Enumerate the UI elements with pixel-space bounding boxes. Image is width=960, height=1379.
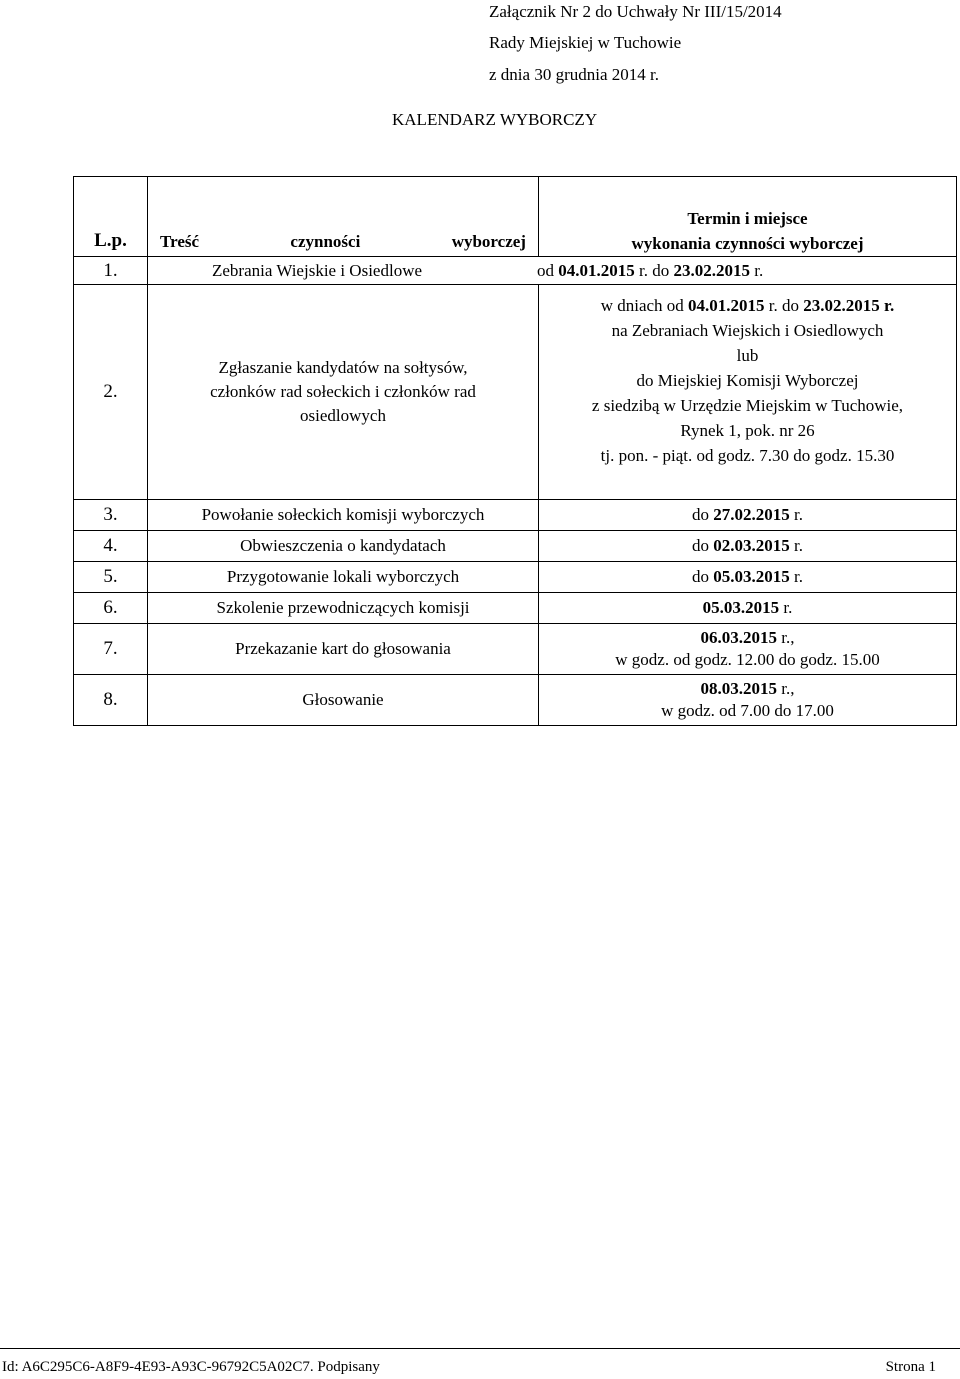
row-number: 2. [74,285,148,500]
header-activity-word: czynności [290,232,361,251]
term-line: na Zebraniach Wiejskich i Osiedlowych [611,321,884,340]
activity-line: członków rad sołeckich i członków rad [210,382,476,401]
row-activity [148,285,539,500]
header-term-line-1: Termin i miejsce [687,209,808,228]
term-line: lub [736,346,759,365]
header-term [539,177,957,257]
election-calendar-table [73,176,957,726]
row-number: 3. [74,500,148,531]
term-line: w dniach od 04.01.2015 r. do 23.02.2015 r. [600,296,895,315]
header-line-2: Rady Miejskiej w Tuchowie [489,33,682,52]
row-term [539,285,957,500]
header-line-1: Załącznik Nr 2 do Uchwały Nr III/15/2014 [489,2,782,21]
header-line-3: z dnia 30 grudnia 2014 r. [489,65,659,84]
row-number: 4. [74,531,148,562]
term-line: z siedzibą w Urzędzie Miejskim w Tuchowie, [591,396,904,415]
term-line: tj. pon. - piąt. od godz. 7.30 do godz. 15.30 [600,446,895,465]
table-row [74,531,957,562]
document-title: KALENDARZ WYBORCZY [392,110,598,129]
header-activity-word: Treść [160,232,200,251]
header-activity [148,177,539,257]
row-term [539,624,957,675]
term-line: 08.03.2015 r., [700,679,795,698]
row-number: 6. [74,593,148,624]
row-number: 5. [74,562,148,593]
row-activity: Przekazanie kart do głosowania [148,624,539,675]
footer-page-number: Strona 1 [885,1359,936,1375]
table-row [74,624,957,675]
row-merged-cell [148,257,957,285]
row-activity: Szkolenie przewodniczących komisji [148,593,539,624]
term-line: w godz. od 7.00 do 17.00 [661,701,834,720]
row-activity: Zebrania Wiejskie i Osiedlowe [212,260,423,280]
page-footer [0,1348,960,1379]
row-activity: Głosowanie [148,675,539,726]
row-number: 7. [74,624,148,675]
row-activity: Powołanie sołeckich komisji wyborczych [148,500,539,531]
row-term: do 27.02.2015 r. [539,500,957,531]
row-term: do 02.03.2015 r. [539,531,957,562]
activity-line: osiedlowych [300,406,386,425]
row-term: 05.03.2015 r. [539,593,957,624]
table-row [74,593,957,624]
table-header-row [74,177,957,257]
row-term: do 05.03.2015 r. [539,562,957,593]
header-number: L.p. [74,177,148,257]
table-row [74,500,957,531]
row-number: 8. [74,675,148,726]
term-line: do Miejskiej Komisji Wyborczej [636,371,859,390]
row-term [539,675,957,726]
term-line: w godz. od godz. 12.00 do godz. 15.00 [615,650,880,669]
row-term: od 04.01.2015 r. do 23.02.2015 r. [537,260,764,280]
table-row [74,257,957,285]
term-line: Rynek 1, pok. nr 26 [680,421,815,440]
term-line: 06.03.2015 r., [700,628,795,647]
activity-line: Zgłaszanie kandydatów na sołtysów, [218,358,468,377]
row-activity: Obwieszczenia o kandydatach [148,531,539,562]
table-row [74,562,957,593]
header-activity-word: wyborczej [451,232,526,251]
table-row [74,675,957,726]
row-number: 1. [74,257,148,285]
footer-document-id: Id: A6C295C6-A8F9-4E93-A93C-96792C5A02C7. Podpisany [2,1359,380,1375]
header-term-line-2: wykonania czynności wyborczej [631,234,864,253]
row-activity: Przygotowanie lokali wyborczych [148,562,539,593]
table-row [74,285,957,500]
